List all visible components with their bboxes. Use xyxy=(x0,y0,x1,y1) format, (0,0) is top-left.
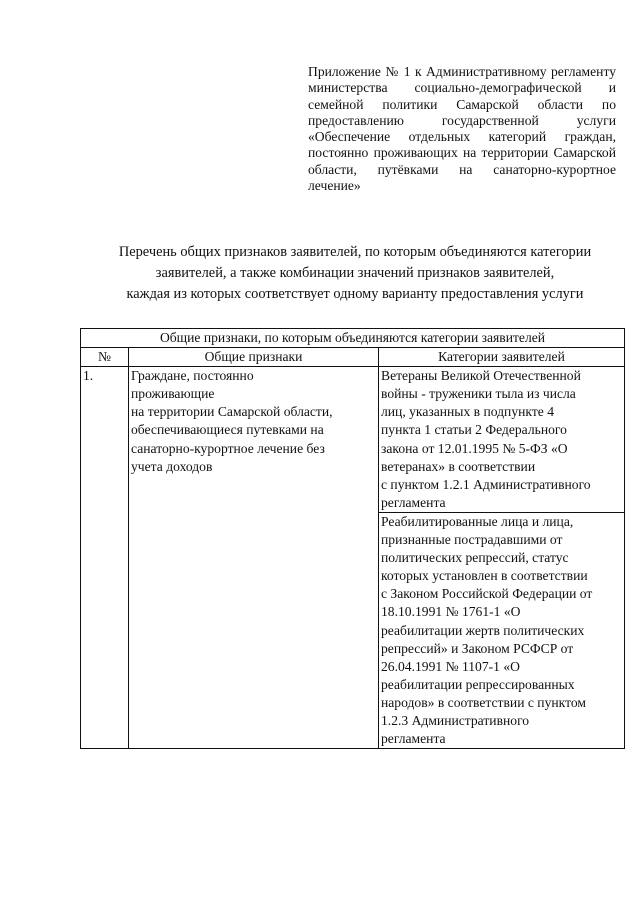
text-line: 1.2.3 Административного xyxy=(381,712,530,728)
text-line: Реабилитированные лица и лица, xyxy=(381,513,574,529)
table-caption-row xyxy=(81,329,625,348)
text-line: учета доходов xyxy=(131,458,213,474)
text-line: на территории Самарской области, xyxy=(131,404,333,420)
text-line: санаторно-курортное лечение без xyxy=(131,440,325,456)
applicant-categories-table xyxy=(80,328,625,749)
text-line: которых установлен в соответствии xyxy=(381,568,588,584)
category-rehabilitated xyxy=(379,512,625,748)
text-line: 18.10.1991 № 1761-1 «О xyxy=(381,604,521,620)
text-line: с пунктом 1.2.1 Административного xyxy=(381,476,591,492)
table-row xyxy=(81,367,625,513)
text-line: войны - труженики тыла из числа xyxy=(381,386,576,402)
text-line: Граждане, постоянно xyxy=(131,368,254,384)
column-header-number: № xyxy=(81,348,129,367)
document-heading xyxy=(88,242,622,305)
row-features xyxy=(129,367,379,749)
heading-line: Перечень общих признаков заявителей, по которым объединяются категории xyxy=(118,244,592,260)
text-line: лиц, указанных в подпункте 4 xyxy=(381,404,554,420)
text-line: обеспечивающиеся путевками на xyxy=(131,422,324,438)
text-line: проживающие xyxy=(131,386,215,402)
table-header-row xyxy=(81,348,625,367)
row-number: 1. xyxy=(81,367,129,749)
text-line: реабилитации жертв политических xyxy=(381,622,585,638)
text-line: репрессий» и Законом РСФСР от xyxy=(381,640,574,656)
column-header-categories: Категории заявителей xyxy=(379,348,625,367)
text-line: пункта 1 статьи 2 Федерального xyxy=(381,422,567,438)
category-veterans xyxy=(379,367,625,513)
annex-note: Приложение № 1 к Административному регламенту министерства социально-демографической и семейной политики Самарской области по предоставлению государственной услуги «Обеспечение отдельных категорий граждан, постоянно проживающих на территории Самарской области, путёвками на санаторно-курортное лечение» xyxy=(308,64,616,194)
text-line: регламента xyxy=(381,494,446,510)
text-line: признанные пострадавшими от xyxy=(381,532,563,548)
heading-line: заявителей, а также комбинации значений признаков заявителей, xyxy=(155,265,555,281)
text-line: реабилитации репрессированных xyxy=(381,676,575,692)
column-header-features: Общие признаки xyxy=(129,348,379,367)
text-line: политических репрессий, статус xyxy=(381,550,569,566)
text-line: 26.04.1991 № 1107-1 «О xyxy=(381,658,520,674)
text-line: закона от 12.01.1995 № 5-ФЗ «О xyxy=(381,440,568,456)
text-line: с Законом Российской Федерации от xyxy=(381,586,593,602)
text-line: Ветераны Великой Отечественной xyxy=(381,368,581,384)
text-line: регламента xyxy=(381,731,446,747)
text-line: народов» в соответствии с пунктом xyxy=(381,694,586,710)
table-caption: Общие признаки, по которым объединяются категории заявителей xyxy=(81,329,625,348)
text-line: ветеранах» в соответствии xyxy=(381,458,536,474)
heading-line: каждая из которых соответствует одному варианту предоставления услуги xyxy=(126,286,584,302)
